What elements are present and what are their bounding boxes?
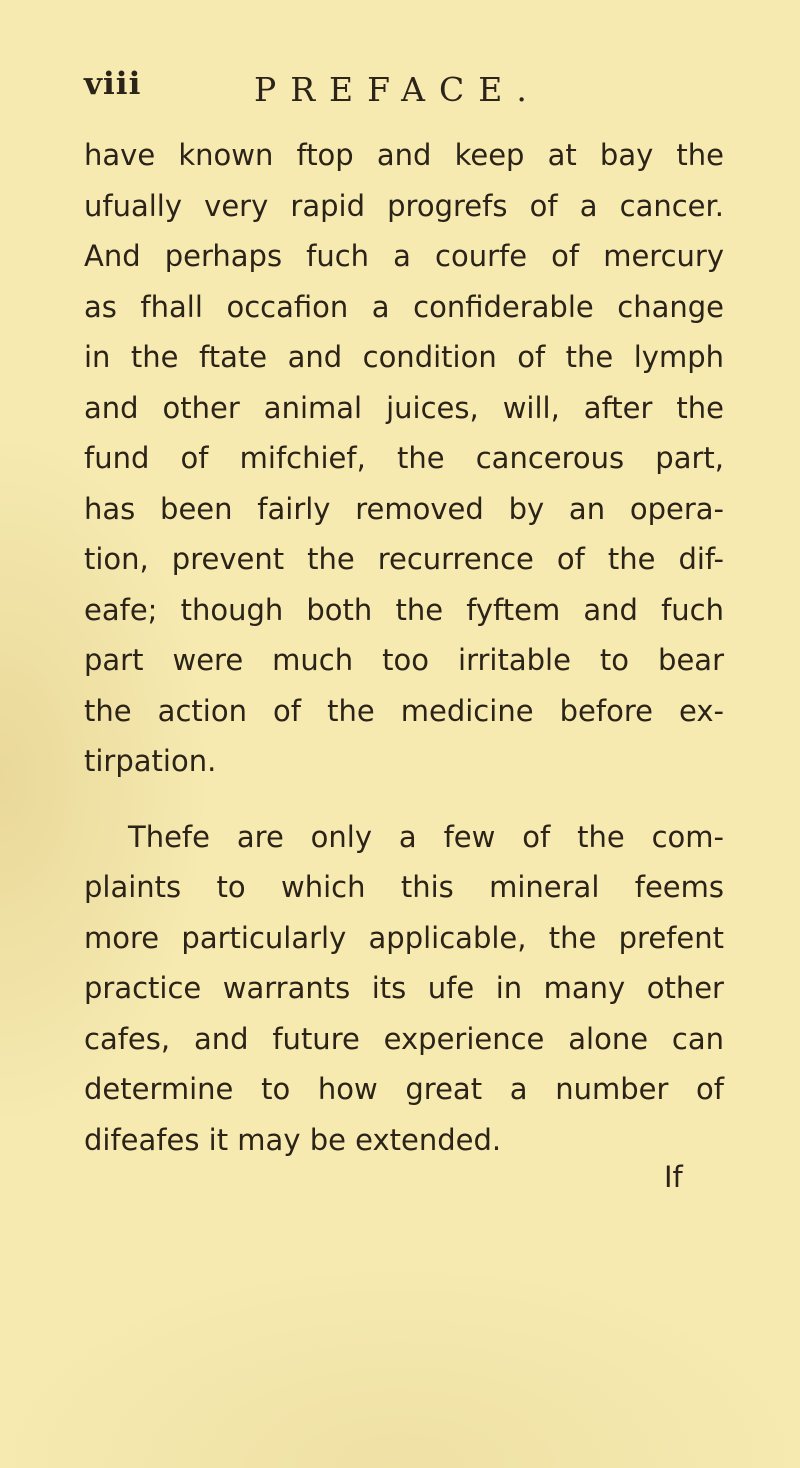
text-line: fund of mifchief, the cancerous part, <box>84 441 724 475</box>
text-line: and other animal juices, will, after the <box>84 390 724 425</box>
text-line: determine to how great a number of <box>84 1072 724 1106</box>
text-line: tirpation. <box>84 744 217 778</box>
text-line: have known ftop and keep at bay the <box>84 138 724 172</box>
text-line: eafe; though both the fyftem and fuch <box>84 592 724 627</box>
paragraph-1 <box>84 130 724 787</box>
text-line: ufually very rapid progrefs of a cancer. <box>84 188 724 223</box>
text-line: more particularly applicable, the prefent <box>84 920 724 955</box>
paragraph-gap <box>84 787 724 812</box>
text-line: tion, prevent the recurrence of the dif- <box>84 542 724 576</box>
running-head <box>84 58 724 108</box>
text-line: Thefe are only a few of the com- <box>128 819 724 854</box>
text-line: part were much too irritable to bear <box>84 643 724 677</box>
text-line: plaints to which this mineral feems <box>84 870 724 904</box>
page-number: viii <box>84 66 142 102</box>
text-line: And perhaps fuch a courfe of mercury <box>84 239 724 273</box>
text-line: has been fairly removed by an opera- <box>84 491 724 526</box>
text-line: practice warrants its ufe in many other <box>84 971 724 1005</box>
running-title: PREFACE. <box>254 70 541 109</box>
text-line: as fhall occafion a confiderable change <box>84 289 724 324</box>
catchword: If <box>664 1160 683 1194</box>
body-text <box>84 130 724 1165</box>
paragraph-2 <box>84 812 724 1166</box>
text-line: cafes, and future experience alone can <box>84 1021 724 1056</box>
text-line: in the ftate and condition of the lymph <box>84 340 724 374</box>
text-line: difeafes it may be extended. <box>84 1122 502 1157</box>
text-line: the action of the medicine before ex- <box>84 693 724 728</box>
